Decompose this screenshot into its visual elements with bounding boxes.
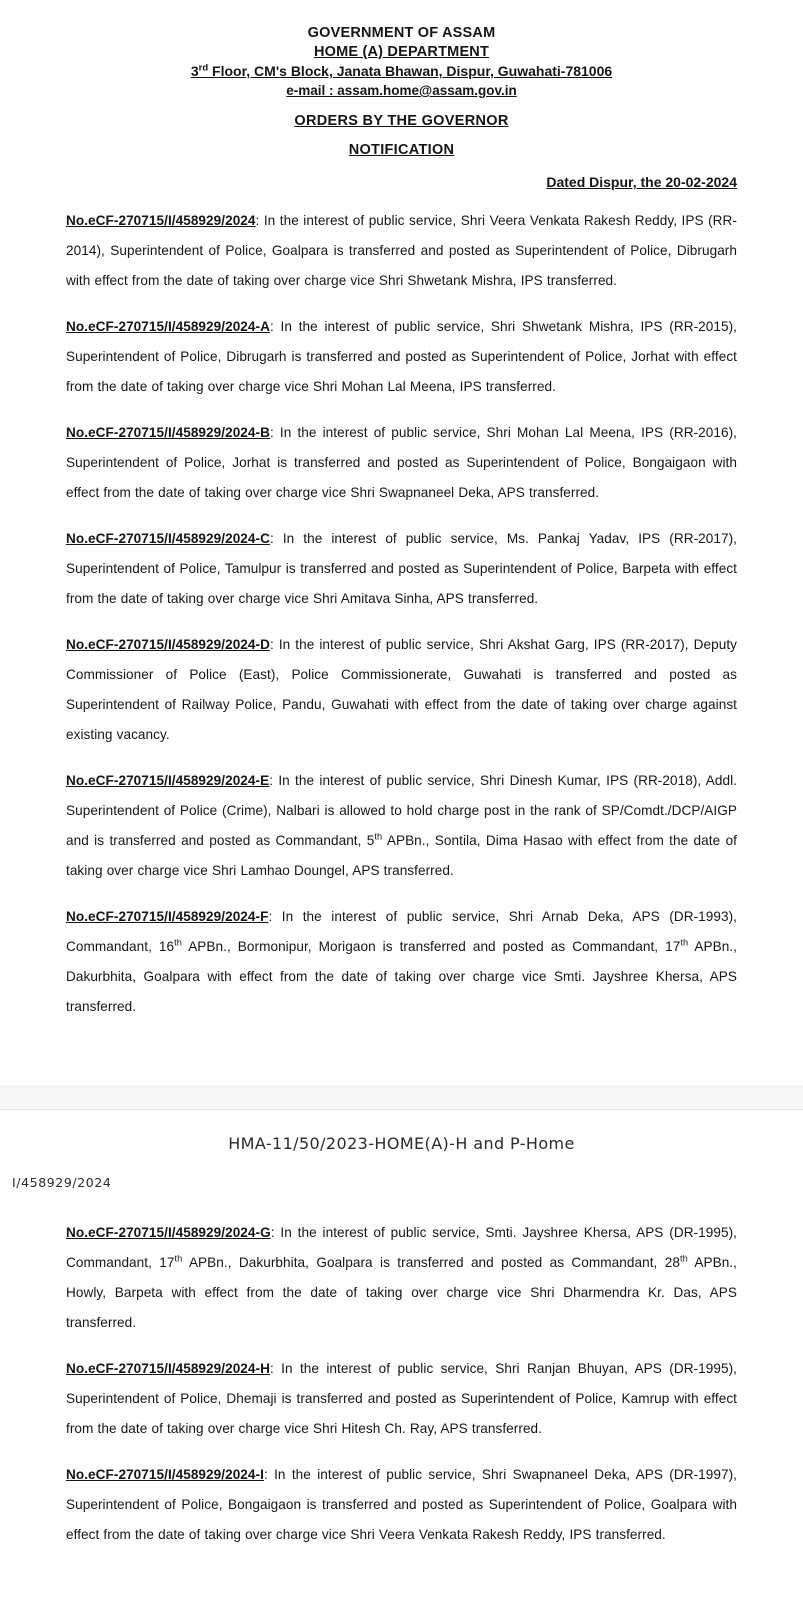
order-reference-number: No.eCF-270715/I/458929/2024-F [66, 909, 269, 924]
ordinal-suffix: th [374, 831, 383, 842]
order-paragraph [66, 766, 737, 886]
notification-heading: NOTIFICATION [348, 142, 455, 158]
order-body-text: : In the interest of public service, Shri Mohan Lal Meena, IPS (RR-2016), Superintendent of Police, Jorhat is transferred and posted as Superintendent of Police, Bongaigaon with effect from the date of taking over charge vice Shri Swapnaneel Deka, APS transferred. [66, 425, 737, 500]
order-paragraph [66, 630, 737, 750]
order-paragraph [66, 1218, 737, 1338]
document-page-2 [0, 1110, 803, 1580]
order-body-text-cont: APBn., Dakurbhita, Goalpara with effect from the date of taking over charge vice Smti. Jayshree Khersa, APS transferred. [66, 939, 738, 1014]
order-body-text-mid: APBn., Dakurbhita, Goalpara is transferred and posted as Commandant, 28 [182, 1255, 680, 1270]
ordinal-suffix: th [679, 1253, 688, 1264]
order-body-text-mid: APBn., Bormonipur, Morigaon is transferred and posted as Commandant, 17 [181, 939, 681, 954]
ordinal-suffix: th [680, 937, 689, 948]
order-body-text-cont: APBn., Sontila, Dima Hasao with effect from the date of taking over charge vice Shri Lamhao Doungel, APS transferred. [66, 833, 738, 878]
order-reference-number: No.eCF-270715/I/458929/2024-G [66, 1225, 271, 1240]
address-rest: Floor, CM's Block, Janata Bhawan, Dispur, Guwahati-781006 [208, 63, 613, 79]
order-paragraph [66, 312, 737, 402]
orders-by-governor-heading: ORDERS BY THE GOVERNOR [294, 113, 509, 129]
order-paragraph [66, 418, 737, 508]
order-body-text-cont: APBn., Howly, Barpeta with effect from the date of taking over charge vice Shri Dharmendra Kr. Das, APS transferred. [66, 1255, 737, 1330]
order-body-text: : In the interest of public service, Shri Shwetank Mishra, IPS (RR-2015), Superintendent of Police, Dibrugarh is transferred and posted as Superintendent of Police, Jorhat with effect from the date of taking over charge vice Shri Mohan Lal Meena, IPS transferred. [66, 319, 737, 394]
order-body-text: : In the interest of public service, Ms. Pankaj Yadav, IPS (RR-2017), Superintendent of Police, Tamulpur is transferred and posted as Superintendent of Police, Barpeta with effect from the date of taking over charge vice Shri Amitava Sinha, APS transferred. [66, 531, 737, 606]
order-reference-number: No.eCF-270715/I/458929/2024-A [66, 319, 270, 334]
order-paragraph [66, 902, 737, 1022]
department-title: HOME (A) DEPARTMENT [313, 44, 490, 60]
order-reference-number: No.eCF-270715/I/458929/2024-B [66, 425, 270, 440]
order-paragraph [66, 524, 737, 614]
order-body-text: : In the interest of public service, Shri Veera Venkata Rakesh Reddy, IPS (RR-2014), Superintendent of Police, Goalpara is transferred and posted as Superintendent of Police, Dibrugarh with effect from the date of taking over charge vice Shri Shwetank Mishra, IPS transferred. [66, 213, 737, 288]
ordinal-suffix: th [174, 1253, 183, 1264]
order-reference-number: No.eCF-270715/I/458929/2024-C [66, 531, 270, 546]
order-reference-number: No.eCF-270715/I/458929/2024-H [66, 1361, 270, 1376]
order-body-text: : In the interest of public service, Shri Arnab Deka, APS (DR-1993), Commandant, 16 [66, 909, 737, 954]
page-2-running-header: HMA-11/50/2023-HOME(A)-H and P-Home [228, 1134, 575, 1153]
order-reference-number: No.eCF-270715/I/458929/2024-E [66, 773, 270, 788]
order-body-text: : In the interest of public service, Shri Ranjan Bhuyan, APS (DR-1995), Superintendent of Police, Dhemaji is transferred and posted as Superintendent of Police, Kamrup with effect from the date of taking over charge vice Shri Hitesh Ch. Ray, APS transferred. [66, 1361, 737, 1436]
office-address [66, 62, 737, 81]
government-title: GOVERNMENT OF ASSAM [307, 25, 496, 41]
order-paragraph [66, 1460, 737, 1550]
ordinal-suffix: th [174, 937, 182, 948]
order-paragraph [66, 206, 737, 296]
order-reference-number: No.eCF-270715/I/458929/2024-I [66, 1467, 264, 1482]
letterhead [66, 24, 737, 158]
order-body-text: : In the interest of public service, Shri Swapnaneel Deka, APS (DR-1997), Superintendent of Police, Bongaigaon is transferred and posted as Superintendent of Police, Goalpara with effect from the date of taking over charge vice Shri Veera Venkata Rakesh Reddy, IPS transferred. [66, 1467, 737, 1542]
address-ordinal-suffix: rd [198, 62, 209, 74]
order-paragraph [66, 1354, 737, 1444]
page-2-file-number: I/458929/2024 [12, 1175, 112, 1190]
office-email: e-mail : assam.home@assam.gov.in [286, 83, 517, 98]
order-body-text: : In the interest of public service, Smti. Jayshree Khersa, APS (DR-1995), Commandant, 17 [66, 1225, 737, 1270]
order-body-text: : In the interest of public service, Shri Akshat Garg, IPS (RR-2017), Deputy Commissioner of Police (East), Police Commissionerate, Guwahati is transferred and posted as Superintendent of Railway Police, Pandu, Guwahati with effect from the date of taking over charge against existing vacancy. [66, 637, 737, 742]
address-floor-number: 3 [190, 63, 199, 79]
page-2-orders [66, 1218, 737, 1550]
order-body-text: : In the interest of public service, Shri Dinesh Kumar, IPS (RR-2018), Addl. Superintendent of Police (Crime), Nalbari is allowed to hold charge post in the rank of SP/Comdt./DCP/AIGP and is transferred and posted as Commandant, 5 [66, 773, 737, 848]
dated-line: Dated Dispur, the 20-02-2024 [546, 174, 737, 190]
order-reference-number: No.eCF-270715/I/458929/2024-D [66, 637, 270, 652]
page-break-separator [0, 1086, 803, 1110]
order-reference-number: No.eCF-270715/I/458929/2024 [66, 213, 256, 228]
